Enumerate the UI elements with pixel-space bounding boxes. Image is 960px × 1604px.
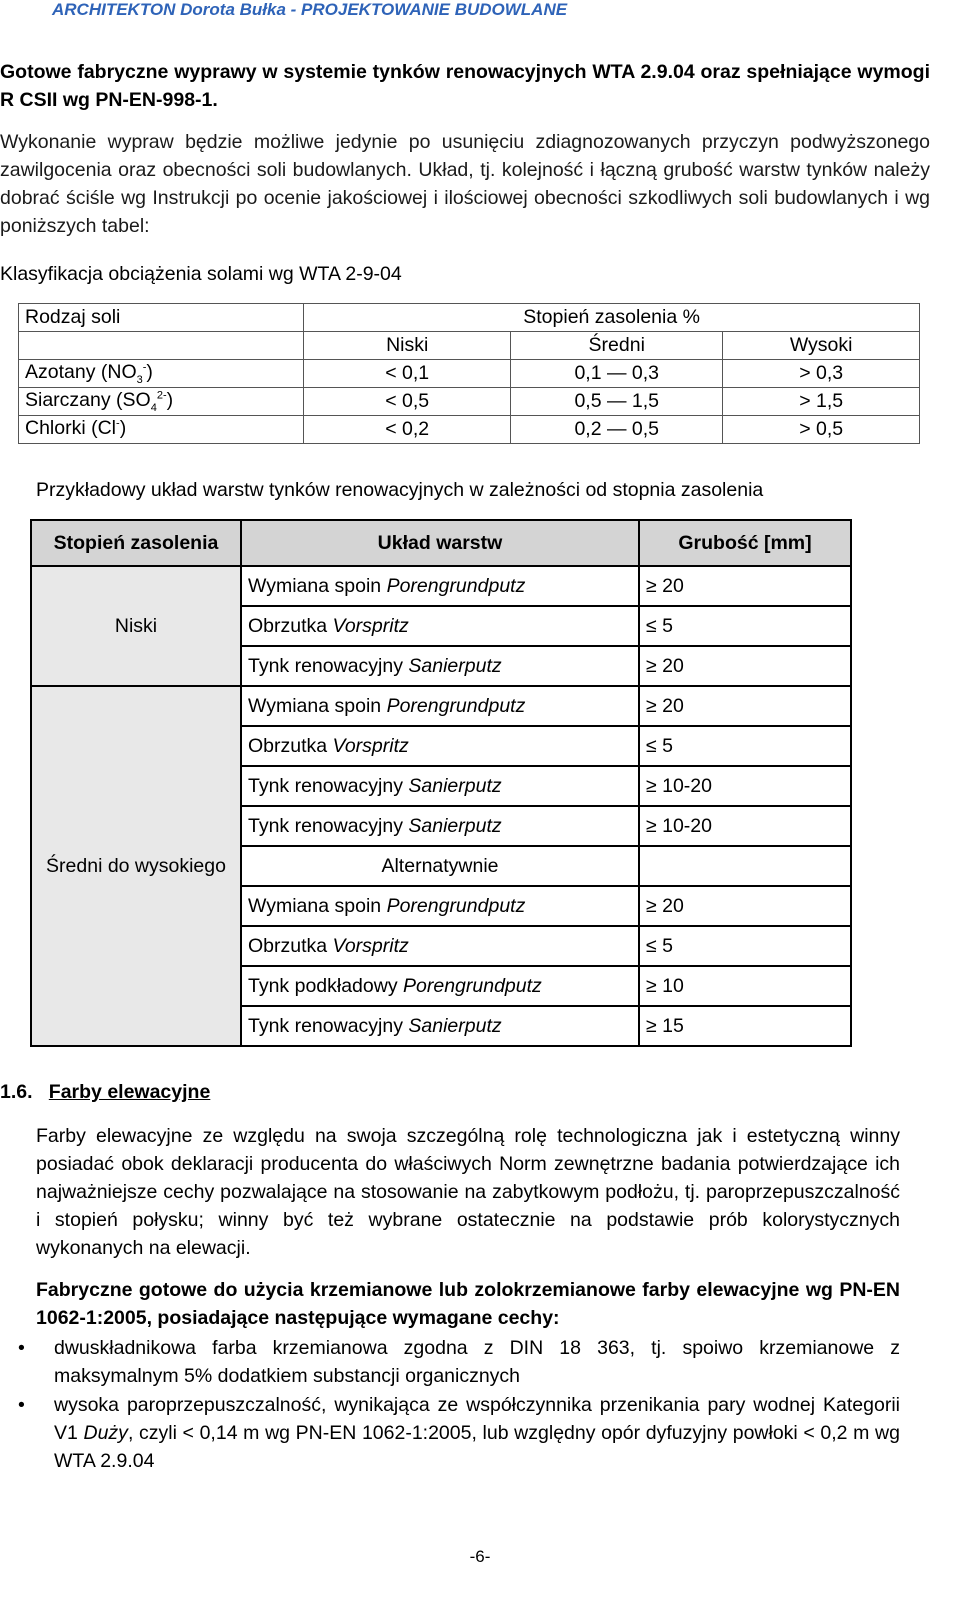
layer-thickness: ≥ 20 <box>639 566 851 606</box>
value-high: > 1,5 <box>723 388 920 416</box>
page-header: ARCHITEKTON Dorota Bułka - PROJEKTOWANIE BUDOWLANE <box>52 0 568 19</box>
layer-thickness: ≥ 10-20 <box>639 766 851 806</box>
group-mid-high: Średni do wysokiego <box>31 686 241 1046</box>
salt-name: Azotany $(NO_3^-)$ <box>19 360 304 388</box>
value-low: < 0,5 <box>304 388 511 416</box>
value-mid: 0,2 — 0,5 <box>511 416 723 444</box>
layer-name: Tynk renowacyjny Sanierputz <box>241 646 639 686</box>
section-number: 1.6. <box>0 1081 33 1103</box>
col-header-thickness: Grubość [mm] <box>639 520 851 566</box>
level-high: Wysoki <box>723 332 920 360</box>
table-row <box>31 686 851 726</box>
layer-name: Obrzutka Vorspritz <box>241 926 639 966</box>
group-low: Niski <box>31 566 241 686</box>
layer-thickness: ≥ 20 <box>639 686 851 726</box>
col-header-salt-degree: Stopień zasolenia % <box>304 304 920 332</box>
section-heading <box>0 1081 210 1104</box>
plaster-layers-table <box>30 519 852 1047</box>
paint-requirements-heading: Fabryczne gotowe do użycia krzemianowe lub zolokrzemianowe farby elewacyjne wg PN-EN 1062-1:2005, posiadające następujące wymagane cechy: <box>36 1279 900 1329</box>
layer-thickness: ≥ 20 <box>639 646 851 686</box>
col-header-degree: Stopień zasolenia <box>31 520 241 566</box>
layer-name: Obrzutka Vorspritz <box>241 606 639 646</box>
layer-thickness: ≤ 5 <box>639 726 851 766</box>
page-number: -6- <box>469 1547 491 1566</box>
layer-name: Tynk renowacyjny Sanierputz <box>241 766 639 806</box>
bullet-icon: • <box>18 1394 25 1416</box>
list-item: • wysoka paroprzepuszczalność, wynikająca ze współczynnika przenikania pary wodnej Kategorii V1 Duży, czyli < 0,14 m wg PN-EN 1062-1:2005, lub względny opór dyfuzyjny powłoki < 0,2 m wg WTA 2.9.04 <box>18 1391 900 1475</box>
layer-thickness: ≤ 5 <box>639 926 851 966</box>
intro-bold-paragraph: Gotowe fabryczne wyprawy w systemie tynków renowacyjnych WTA 2.9.04 oraz spełniające wymogi R CSII wg PN-EN-998-1. <box>0 61 930 111</box>
salt-name: Chlorki (Cl-) <box>19 416 304 444</box>
requirements-list <box>18 1334 900 1476</box>
layer-thickness: ≥ 10 <box>639 966 851 1006</box>
col-header-layers: Układ warstw <box>241 520 639 566</box>
requirements-paragraph: Wykonanie wypraw będzie możliwe jedynie po usunięciu zdiagnozowanych przyczyn podwyższonego zawilgocenia oraz obecności soli budowlanych. Układ, tj. kolejność i łączną grubość warstw tynków należy dobrać ściśle wg Instrukcji po ocenie jakościowej i ilościowej obecności szkodliwych soli budowlanych i wg poniższych tabel: <box>0 131 930 237</box>
empty-cell <box>19 332 304 360</box>
value-low: < 0,2 <box>304 416 511 444</box>
value-low: < 0,1 <box>304 360 511 388</box>
salt-classification-table <box>18 303 920 444</box>
layers-caption: Przykładowy układ warstw tynków renowacyjnych w zależności od stopnia zasolenia <box>36 479 764 501</box>
table-row <box>19 416 920 444</box>
value-mid: 0,5 — 1,5 <box>511 388 723 416</box>
layer-name: Tynk podkładowy Porengrundputz <box>241 966 639 1006</box>
layer-name: Obrzutka Vorspritz <box>241 726 639 766</box>
salt-name: Siarczany $(SO_4^{2-})$ <box>19 388 304 416</box>
empty-cell <box>639 846 851 886</box>
layer-thickness: ≥ 10-20 <box>639 806 851 846</box>
table-row <box>31 566 851 606</box>
table-row <box>19 360 920 388</box>
table-row <box>19 388 920 416</box>
facade-paint-paragraph: Farby elewacyjne ze względu na swoja szczególną rolę technologiczna jak i estetyczną winny posiadać obok deklaracji producenta do właściwych Norm zewnętrzne badania potwierdzające ich najważniejsze cechy pozwalające na stosowanie na zabytkowym podłożu, tj. paroprzepuszczalność i stopień połysku; winny być też wybrane ostatecznie na podstawie prób kolorystycznych wykonanych na elewacji. <box>36 1125 900 1259</box>
layer-name: Wymiana spoin Porengrundputz <box>241 566 639 606</box>
bullet-icon: • <box>18 1337 25 1359</box>
layer-thickness: ≥ 15 <box>639 1006 851 1046</box>
layer-thickness: ≤ 5 <box>639 606 851 646</box>
level-low: Niski <box>304 332 511 360</box>
layer-name: Tynk renowacyjny Sanierputz <box>241 806 639 846</box>
value-high: > 0,5 <box>723 416 920 444</box>
level-mid: Średni <box>511 332 723 360</box>
value-high: > 0,3 <box>723 360 920 388</box>
layer-name: Wymiana spoin Porengrundputz <box>241 886 639 926</box>
alternative-label: Alternatywnie <box>241 846 639 886</box>
layer-name: Tynk renowacyjny Sanierputz <box>241 1006 639 1046</box>
list-item: • dwuskładnikowa farba krzemianowa zgodna z DIN 18 363, tj. spoiwo krzemianowe z maksymalnym 5% dodatkiem substancji organicznych <box>18 1334 900 1390</box>
col-header-salt-type: Rodzaj soli <box>19 304 304 332</box>
layer-name: Wymiana spoin Porengrundputz <box>241 686 639 726</box>
salt-classification-caption: Klasyfikacja obciążenia solami wg WTA 2-9-04 <box>0 263 402 285</box>
section-title: Farby elewacyjne <box>48 1081 211 1103</box>
layer-thickness: ≥ 20 <box>639 886 851 926</box>
value-mid: 0,1 — 0,3 <box>511 360 723 388</box>
